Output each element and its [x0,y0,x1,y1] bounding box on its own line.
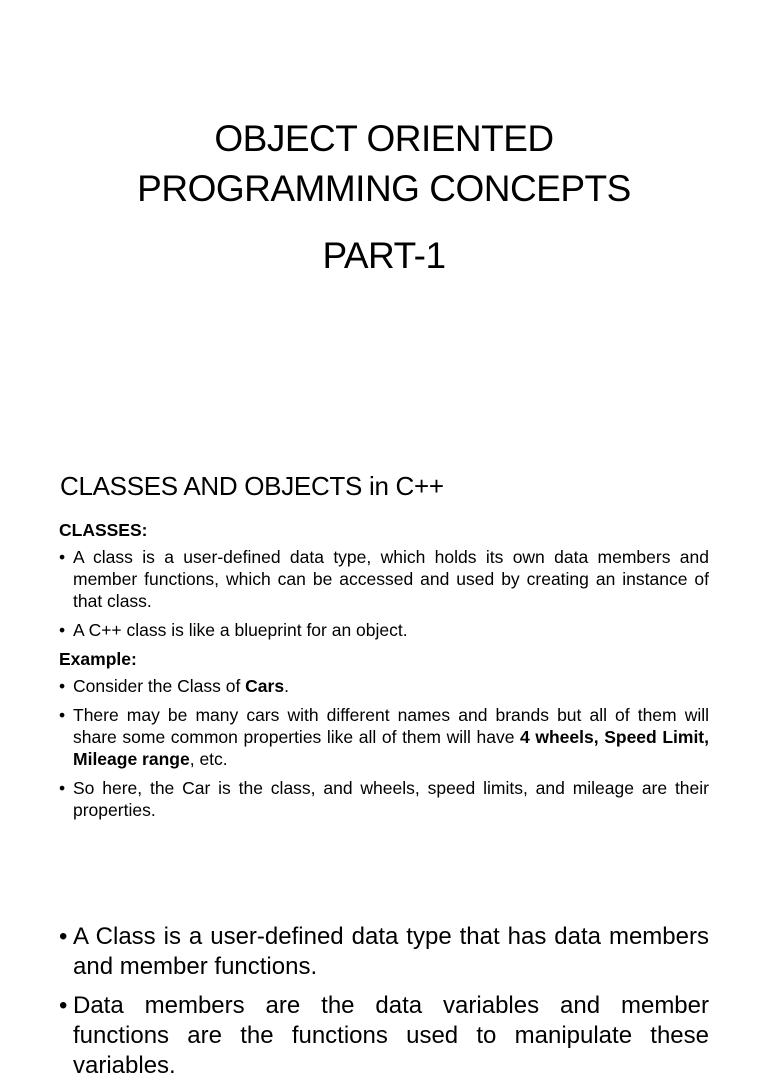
example-label: Example: [59,649,137,669]
bullet-item [59,546,709,612]
slide-heading: CLASSES AND OBJECTS in C++ [60,471,444,501]
bullet-icon: • [59,778,66,798]
bullet-icon: • [59,547,66,567]
bullet-item [59,619,709,641]
title-line-1: OBJECT ORIENTED [214,118,554,159]
bullet-text: So here, the Car is the class, and wheels, speed limits, and mileage are their properties. [73,778,709,820]
bullet-text [73,705,709,769]
bullet-item [59,991,709,1081]
title-line-2: PROGRAMMING CONCEPTS [137,168,631,209]
bullet-item [59,922,709,982]
bullet-text: A C++ class is like a blueprint for an object. [73,620,408,640]
bullet-text: A class is a user-defined data type, which holds its own data members and member functions, which can be accessed and used by creating an instance of that class. [73,547,709,611]
bullet-icon: • [59,992,68,1019]
bullet-item [59,675,709,697]
bullet-text-part: . [284,676,289,696]
bullet-text-part: , etc. [189,749,228,769]
slide-content [59,519,709,828]
bullet-icon: • [59,923,68,950]
bullet-bold-term: 4 wheels, Speed Limit, Mileage range [73,727,709,769]
continuation-slide [0,880,768,1079]
title-slide [0,0,768,440]
bullet-text-part: Consider the Class of [73,676,246,696]
slide-content [59,922,709,1090]
bullet-text: A Class is a user-defined data type that has data members and member functions. [73,923,709,980]
bullet-icon: • [59,705,66,725]
bullet-icon: • [59,620,66,640]
bullet-item [59,704,709,770]
bullet-bold-term: Cars [245,676,285,696]
classes-label: CLASSES: [59,520,148,540]
bullet-text [73,676,289,696]
bullet-text-part: There may be many cars with different names and brands but all of them will share some common properties like all of them will have [73,705,709,747]
bullet-item [59,777,709,821]
bullet-text: Data members are the data variables and member functions are the functions used to manipulate these variables. [73,992,709,1079]
classes-slide [0,440,768,880]
title-line-3: PART-1 [322,235,446,276]
bullet-icon: • [59,676,66,696]
